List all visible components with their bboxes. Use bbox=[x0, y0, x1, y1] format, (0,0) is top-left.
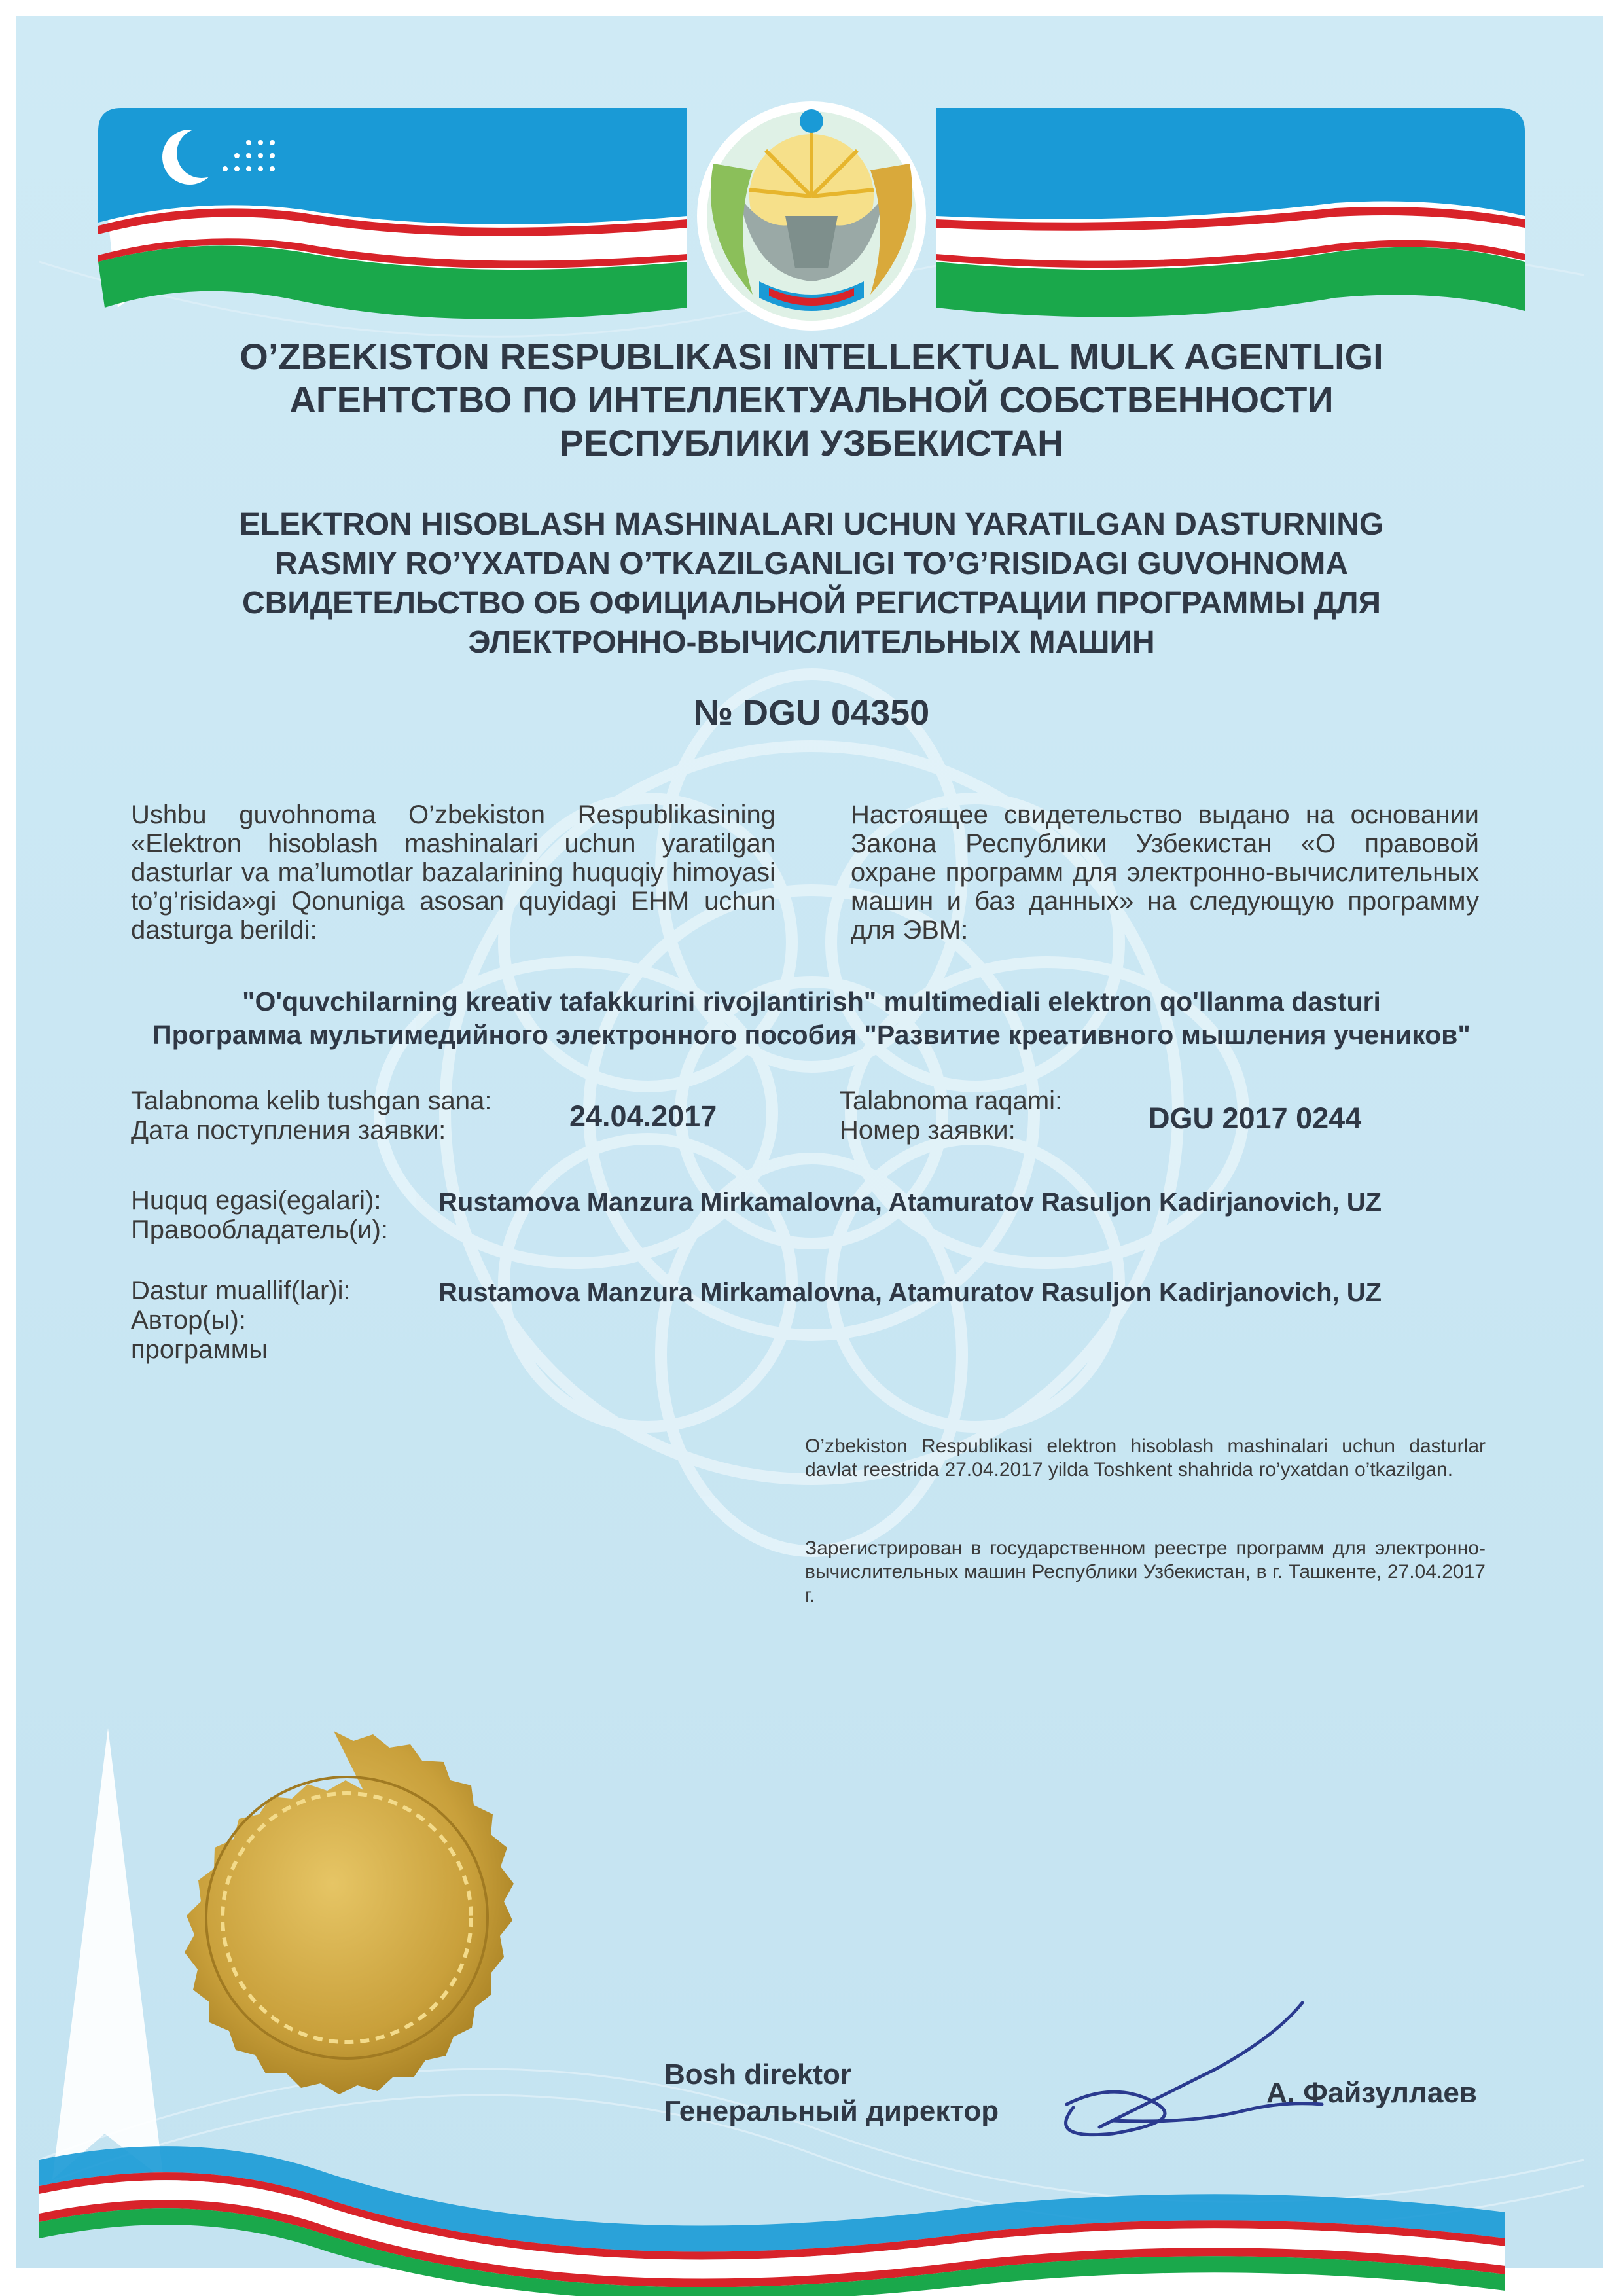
certificate-title-ru-2: ЭЛЕКТРОННО-ВЫЧИСЛИТЕЛЬНЫХ МАШИН bbox=[468, 625, 1155, 660]
application-number-label-uz: Talabnoma raqami: bbox=[840, 1086, 1063, 1115]
certificate-title-ru-1: СВИДЕТЕЛЬСТВО ОБ ОФИЦИАЛЬНОЙ РЕГИСТРАЦИИ ПРОГРАММЫ ДЛЯ bbox=[241, 586, 1382, 620]
author-label-ru-2: программы bbox=[131, 1335, 268, 1364]
registry-note-ru: Зарегистрирован в государственном реестре программ для электронно-вычислительных машин Республики Узбекистан, в г. Ташкенте, 27.04.2017 г. bbox=[805, 1537, 1486, 1606]
intro-text-uz: Ushbu guvohnoma O’zbekiston Respublikasining «Elektron hisoblash mashinalari uchun yaratilgan dasturlar va ma’lumotlar bazalarining huquqiy himoyasi to’g’risida»gi Qonuniga asosan quyidagi EHM uchun dasturga berildi: bbox=[131, 800, 776, 944]
application-number-label-ru: Номер заявки: bbox=[840, 1116, 1016, 1145]
application-number-value: DGU 2017 0244 bbox=[1149, 1102, 1362, 1135]
director-title-ru: Генеральный директор bbox=[664, 2095, 999, 2127]
owner-label-uz: Huquq egasi(egalari): bbox=[131, 1186, 382, 1215]
author-names: Rustamova Manzura Mirkamalovna, Atamuratov Rasuljon Kadirjanovich, UZ bbox=[438, 1278, 1382, 1307]
registry-note-uz: O’zbekiston Respublikasi elektron hisoblash mashinalari uchun dasturlar davlat reestrida 27.04.2017 yilda Toshkent shahrida ro’yxatdan o’tkazilgan. bbox=[805, 1435, 1486, 1480]
owner-label-ru: Правообладатель(и): bbox=[131, 1215, 389, 1244]
certificate-title-uz-2: RASMIY RO’YXATDAN O’TKAZILGANLIGI TO’G’RISIDAGI GUVOHNOMA bbox=[274, 547, 1349, 581]
certificate-title-uz-1: ELEKTRON HISOBLASH MASHINALARI UCHUN YARATILGAN DASTURNING bbox=[239, 507, 1384, 542]
author-label-ru-1: Автор(ы): bbox=[131, 1306, 246, 1335]
application-date-label-uz: Talabnoma kelib tushgan sana: bbox=[131, 1086, 492, 1115]
state-emblem-icon bbox=[697, 101, 926, 331]
program-name-uz: "O'quvchilarning kreativ tafakkurini rivojlantirish" multimediali elektron qo'llanma dasturi bbox=[242, 986, 1381, 1016]
agency-name-ru: АГЕНТСТВО ПО ИНТЕЛЛЕКТУАЛЬНОЙ СОБСТВЕННОСТИ bbox=[289, 379, 1334, 420]
agency-country-ru: РЕСПУБЛИКИ УЗБЕКИСТАН bbox=[559, 422, 1064, 463]
application-date-label-ru: Дата поступления заявки: bbox=[131, 1116, 446, 1145]
program-name-ru: Программа мультимедийного электронного пособия "Развитие креативного мышления учеников" bbox=[152, 1020, 1471, 1050]
certificate-number: № DGU 04350 bbox=[693, 693, 930, 732]
author-label-uz: Dastur muallif(lar)i: bbox=[131, 1276, 351, 1305]
director-title-uz: Bosh direktor bbox=[664, 2058, 852, 2090]
owner-names: Rustamova Manzura Mirkamalovna, Atamuratov Rasuljon Kadirjanovich, UZ bbox=[438, 1188, 1382, 1217]
director-name: А. Файзуллаев bbox=[1266, 2077, 1477, 2109]
application-date-value: 24.04.2017 bbox=[569, 1100, 717, 1133]
agency-name-uz: O’ZBEKISTON RESPUBLIKASI INTELLEKTUAL MULK AGENTLIGI bbox=[240, 336, 1383, 377]
intro-text-ru: Настоящее свидетельство выдано на основании Закона Республики Узбекистан «О правовой охране программ для электронно-вычислительных машин и баз данных» на следующую программу для ЭВМ: bbox=[851, 800, 1479, 944]
